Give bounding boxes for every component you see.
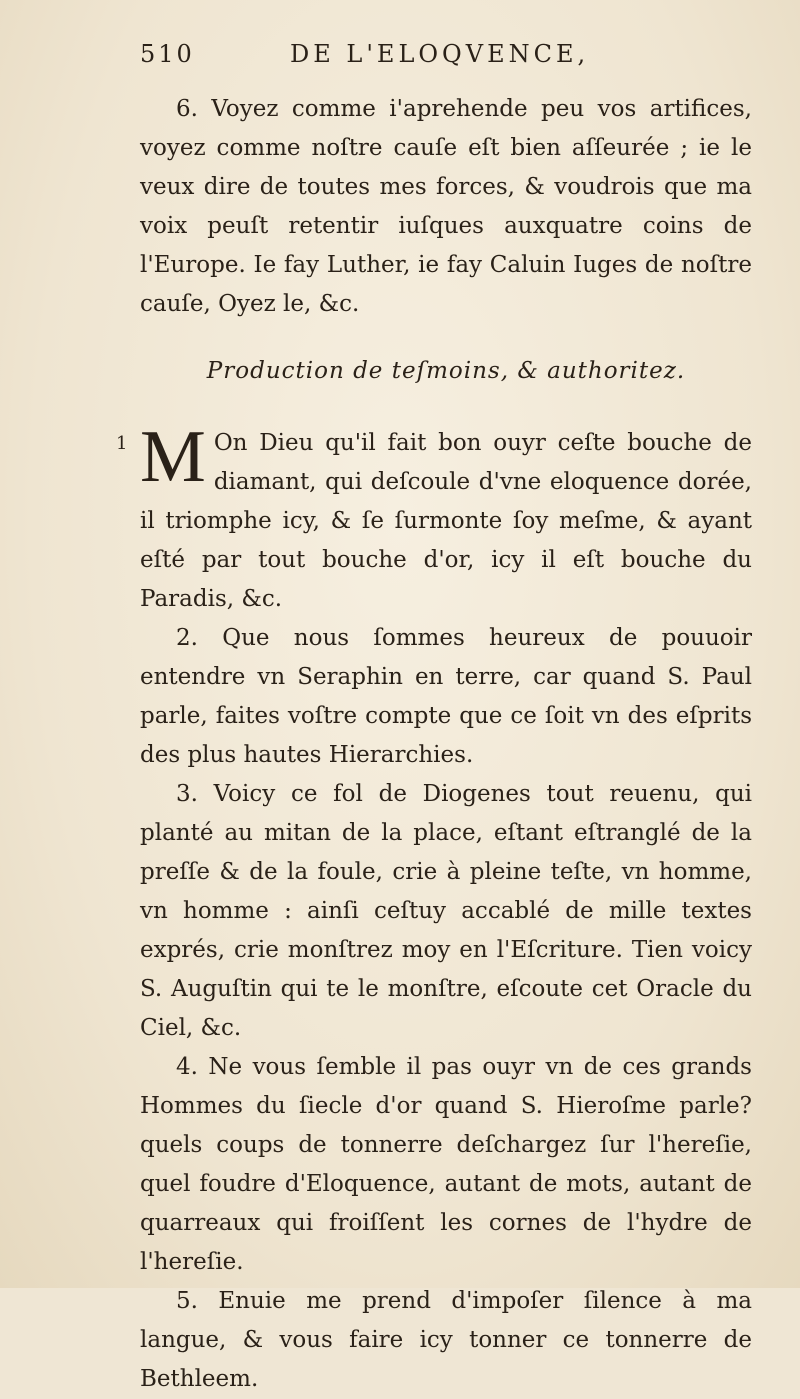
- drop-cap: M: [140, 416, 206, 498]
- section-title: Production de teſmoins, & authoritez.: [206, 358, 686, 384]
- page-number: 510: [140, 40, 195, 68]
- paragraph-5: 5. Enuie me prend d'impoſer ſilence à ma langue, & vous faire icy tonner ce tonnerre de Bethleem.: [140, 1288, 752, 1392]
- running-head: DE L'ELOQVENCE,: [290, 40, 590, 68]
- marginal-number: 1: [116, 433, 128, 454]
- page-header: [140, 40, 752, 90]
- paragraph-4: 4. Ne vous ſemble il pas ouyr vn de ces grands Hommes du ſiecle d'or quand S. Hieroſme parle? quels coups de tonnerre deſchargez ſur l'hereſie, quel foudre d'Eloquence, autant de mots, autant de quarreaux qui froiſſent les cornes de l'hydre de l'hereſie.: [140, 1054, 752, 1275]
- paragraph-3: 3. Voicy ce fol de Diogenes tout reuenu, qui planté au mitan de la place, eſtant eſtranglé de la preſſe & de la foule, crie à pleine teſte, vn homme, vn homme : ainſi ceſtuy accablé de mille textes exprés, crie monſtrez moy en l'Eſcriture. Tien voicy S. Auguſtin qui te le monſtre, eſcoute cet Oracle du Ciel, &c.: [140, 781, 752, 1041]
- paragraph-2: 2. Que nous ſommes heureux de pouuoir entendre vn Seraphin en terre, car quand S. Paul parle, faites voſtre compte que ce ſoit vn des eſprits des plus hautes Hierarchies.: [140, 625, 752, 768]
- first-paragraph: [116, 416, 752, 619]
- first-paragraph-text: On Dieu qu'il fait bon ouyr ceſte bouche de diamant, qui deſcoule d'vne eloquence dorée, il triomphe icy, & ſe ſurmonte ſoy meſme, & ayant eſté par tout bouche d'or, icy il eſt bouche du Paradis, &c.: [140, 430, 752, 612]
- intro-paragraph: 6. Voyez comme i'aprehende peu vos artifices, voyez comme noſtre cauſe eſt bien aſſeurée ; ie le veux dire de toutes mes forces, & voudrois que ma voix peuſt retentir iuſques auxquatre coins de l'Europe. Ie fay Luther, ie fay Caluin Iuges de noſtre cauſe, Oyez le, &c.: [140, 96, 752, 317]
